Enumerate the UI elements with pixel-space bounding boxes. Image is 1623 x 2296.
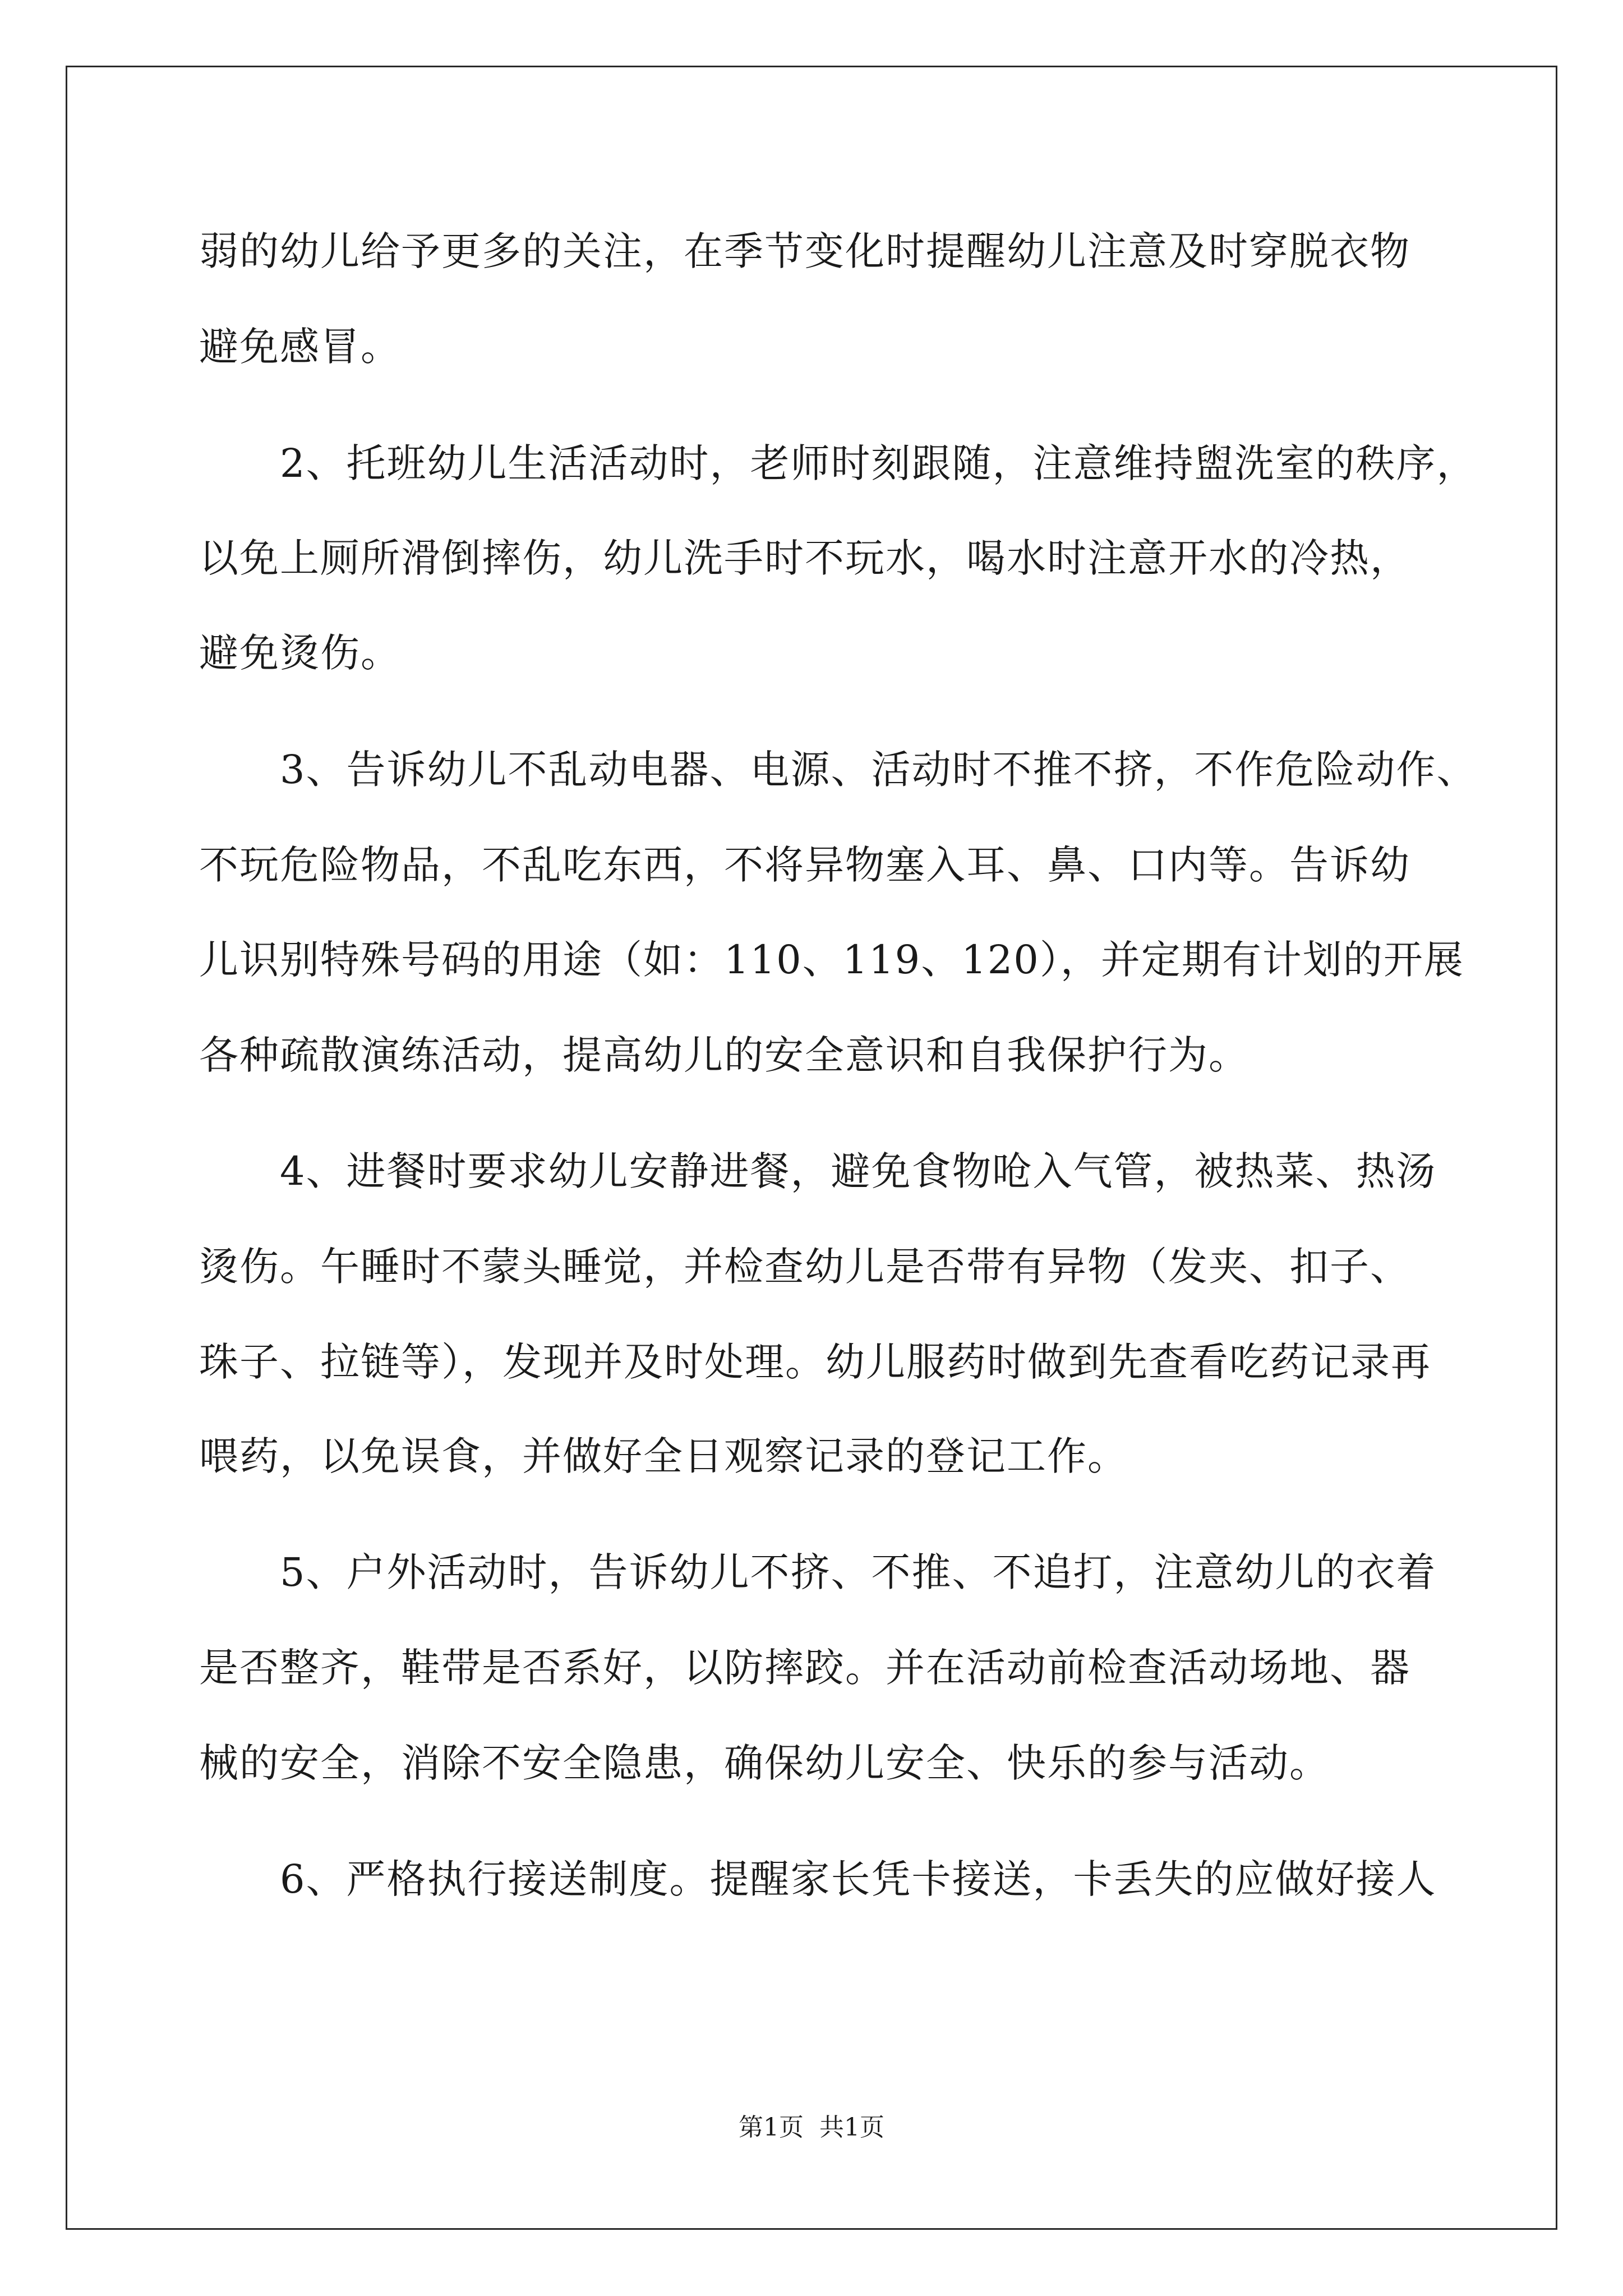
text-line: 5、户外活动时，告诉幼儿不挤、不推、不追打，注意幼儿的衣着 bbox=[199, 1549, 1437, 1595]
text-line: 4、进餐时要求幼儿安静进餐，避免食物呛入气管，被热菜、热汤 bbox=[199, 1148, 1437, 1194]
text-line: 儿识别特殊号码的用途（如：110、119、120），并定期有计划的开展 bbox=[199, 937, 1464, 983]
text-line: 避免烫伤。 bbox=[199, 630, 401, 676]
text-line: 械的安全，消除不安全隐患，确保幼儿安全、快乐的参与活动。 bbox=[199, 1740, 1330, 1786]
text-line: 6、严格执行接送制度。提醒家长凭卡接送，卡丢失的应做好接人 bbox=[199, 1856, 1437, 1902]
text-line: 不玩危险物品，不乱吃东西，不将异物塞入耳、鼻、口内等。告诉幼 bbox=[199, 842, 1410, 888]
text-line: 各种疏散演练活动，提高幼儿的安全意识和自我保护行为。 bbox=[199, 1032, 1249, 1078]
text-line: 以免上厕所滑倒摔伤，幼儿洗手时不玩水，喝水时注意开水的冷热， bbox=[199, 535, 1410, 581]
text-line: 烫伤。午睡时不蒙头睡觉，并检查幼儿是否带有异物（发夹、扣子、 bbox=[199, 1244, 1410, 1290]
page-footer: 第1页 共1页 bbox=[739, 2113, 884, 2142]
text-line: 珠子、拉链等），发现并及时处理。幼儿服药时做到先查看吃药记录再 bbox=[199, 1339, 1431, 1385]
text-line: 是否整齐，鞋带是否系好，以防摔跤。并在活动前检查活动场地、器 bbox=[199, 1645, 1410, 1691]
text-line: 3、告诉幼儿不乱动电器、电源、活动时不推不挤，不作危险动作、 bbox=[199, 747, 1477, 793]
text-line: 2、托班幼儿生活活动时，老师时刻跟随，注意维持盥洗室的秩序， bbox=[199, 440, 1477, 486]
text-line: 喂药，以免误食，并做好全日观察记录的登记工作。 bbox=[199, 1433, 1128, 1479]
text-line: 避免感冒。 bbox=[199, 324, 401, 370]
text-line: 弱的幼儿给予更多的关注，在季节变化时提醒幼儿注意及时穿脱衣物 bbox=[199, 228, 1410, 274]
